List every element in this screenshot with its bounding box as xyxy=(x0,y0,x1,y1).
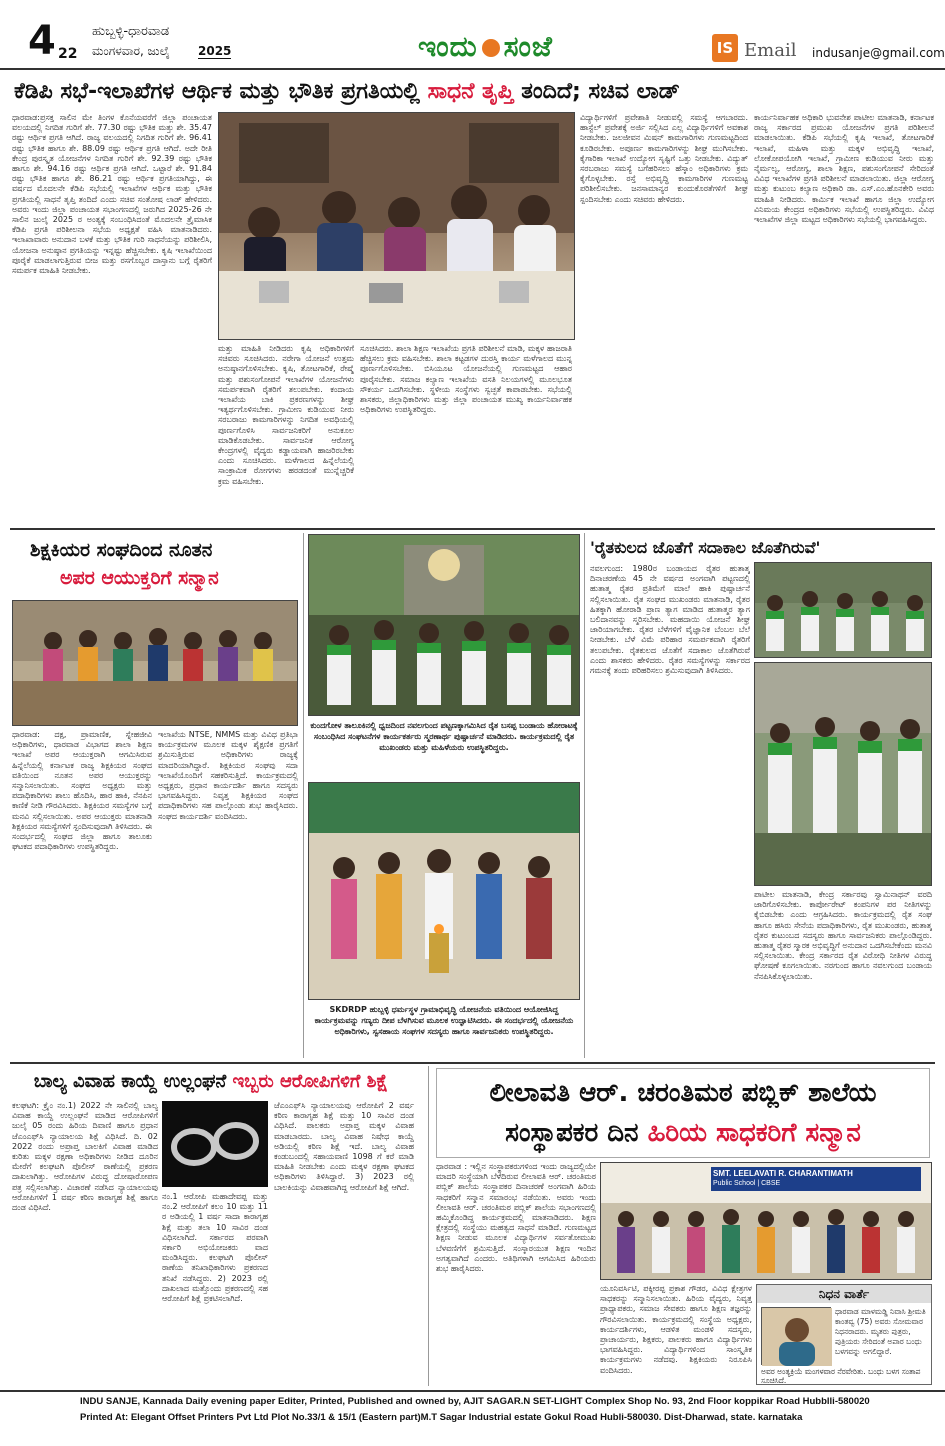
leelavati-event-photo xyxy=(600,1162,932,1280)
lead-column-2: ಮತ್ತು ಮಾಹಿತಿ ನೀಡಿದರು ಕೃಷಿ ಅಧಿಕಾರಿಗಳಿಗೆ ಸಚಿವರು ಸೂಚಿಸಿದರು. ನರೇಗಾ ಯೋಜನೆ ಉತ್ತಮ ಅನುಷ್ಠಾನಗೊಳಿಸಬೇಕು. ಕೃಷಿ, ತೋಟಗಾರಿಕೆ, ರೇಷ್ಮೆ ಮತ್ತು ಪಶುಸಂಗೋಪನೆ ಇಲಾಖೆಗಳ ಯೋಜನೆಗಳು ಸಮರ್ಪಕವಾಗಿ ರೈತರಿಗೆ ತಲುಪಬೇಕು. ಕಂದಾಯ ಇಲಾಖೆಯ ಬಾಕಿ ಪ್ರಕರಣಗಳನ್ನು ಶೀಘ್ರ ಇತ್ಯರ್ಥಗೊಳಿಸಬೇಕು. ಗ್ರಾಮೀಣ ಕುಡಿಯುವ ನೀರು ಸರಬರಾಜು ಕಾಮಗಾರಿಗಳನ್ನು ನಿಗದಿತ ಅವಧಿಯಲ್ಲಿ ಪೂರ್ಣಗೊಳಿಸಿ ಸಾರ್ವಜನಿಕರಿಗೆ ಅನುಕೂಲ ಮಾಡಿಕೊಡಬೇಕು. ಸಾರ್ವಜನಿಕ ಆರೋಗ್ಯ ಕೇಂದ್ರಗಳಲ್ಲಿ ವೈದ್ಯರು ಕಡ್ಡಾಯವಾಗಿ ಹಾಜರಿರಬೇಕು ಎಂದು ಸೂಚಿಸಿದರು. ಮಳೆಗಾಲದ ಹಿನ್ನೆಲೆಯಲ್ಲಿ ಸಾಂಕ್ರಾಮಿಕ ರೋಗಗಳು ಹರಡದಂತೆ ಮುನ್ನೆಚ್ಚರಿಕೆ ಕ್ರಮ ವಹಿಸಬೇಕು. xyxy=(218,344,354,486)
farmers-column-2: ಪಾಟೀಲ ಮಾತನಾಡಿ, ಕೇಂದ್ರ ಸರ್ಕಾರವು ಸ್ವಾಮಿನಾಥನ್ ವರದಿ ಜಾರಿಗೊಳಿಸಬೇಕು. ಕಾರ್ಪೋರೇಟ್ ಕಂಪನಿಗಳ ಪರ ನೀತಿಗಳನ್ನು ಕೈಬಿಡಬೇಕು ಎಂದು ಆಗ್ರಹಿಸಿದರು. ಕಾರ್ಯಕ್ರಮದಲ್ಲಿ ರೈತ ಸಂಘ ಹಾಗೂ ಹಸಿರು ಸೇನೆಯ ಪದಾಧಿಕಾರಿಗಳು, ರೈತ ಮುಖಂಡರು, ಹುತಾತ್ಮ ರೈತರ ಕುಟುಂಬದ ಸದಸ್ಯರು ಹಾಗೂ ಸಾರ್ವಜನಿಕರು ಪಾಲ್ಗೊಂಡಿದ್ದರು. ಹುತಾತ್ಮ ರೈತರ ಸ್ಮಾರಕ ಅಭಿವೃದ್ಧಿಗೆ ಅನುದಾನ ಒದಗಿಸಬೇಕೆಂದು ಮನವಿ ಸಲ್ಲಿಸಲಾಯಿತು. ಕೇಂದ್ರ ಸರ್ಕಾರದ ರೈತ ವಿರೋಧಿ ನೀತಿಗಳ ವಿರುದ್ಧ ಘೋಷಣೆ ಕೂಗಲಾಯಿತು. ನರಗುಂದ ಹಾಗೂ ನವಲಗುಂದ ಬಂಡಾಯ ನೆನಪಿಸಿಕೊಳ್ಳಲಾಯಿತು. xyxy=(754,890,932,981)
column-divider xyxy=(584,533,585,1058)
child-marriage-column-2: ನಂ.1 ಆರೋಪಿ ಮಹಾದೇವಪ್ಪ ಮತ್ತು ನಂ.2 ಆರೋಪಿಗೆ ಕಲಂ 10 ಮತ್ತು 11 ರ ಅಡಿಯಲ್ಲಿ 1 ವರ್ಷ ಸಾದಾ ಕಾರಾಗೃಹ ಶಿಕ್ಷೆ ಮತ್ತು ತಲಾ 10 ಸಾವಿರ ದಂಡ ವಿಧಿಸಲಾಗಿದೆ. ಸರ್ಕಾರದ ಪರವಾಗಿ ಸರ್ಕಾರಿ ಅಭಿಯೋಜಕರು ವಾದ ಮಂಡಿಸಿದ್ದರು. ಕಲಘಟಗಿ ಪೊಲೀಸ್ ಠಾಣೆಯ ತನಿಖಾಧಿಕಾರಿಗಳು ಪ್ರಕರಣದ ತನಿಖೆ ನಡೆಸಿದ್ದರು. 2) 2023 ರಲ್ಲಿ ದಾಖಲಾದ ಮತ್ತೊಂದು ಪ್ರಕರಣದಲ್ಲಿ ಸಹ ಆರೋಪಿಗೆ ಶಿಕ್ಷೆ ಪ್ರಕಟಿಸಲಾಗಿದೆ. xyxy=(162,1192,268,1304)
obituary-portrait xyxy=(761,1307,831,1365)
farmers-group-illustration-1 xyxy=(755,563,932,658)
column-divider xyxy=(303,533,304,1058)
leelavati-headline-line1: ಲೀಲಾವತಿ ಆರ್. ಚರಂತಿಮಠ ಪಬ್ಲಿಕ್ ಶಾಲೆಯ xyxy=(489,1078,877,1108)
school-banner-text: SMT. LEELAVATI R. CHARANTIMATH xyxy=(713,1169,853,1178)
meeting-scene-illustration xyxy=(219,113,575,340)
email-address[interactable]: indusanje@gmail.com xyxy=(812,46,945,60)
edition-label: ಹುಬ್ಬಳ್ಳಿ-ಧಾರವಾಡ xyxy=(92,24,170,39)
obituary-title: ನಿಧನ ವಾರ್ತೆ xyxy=(757,1285,931,1303)
skdrdp-caption xyxy=(310,1004,578,1060)
section-divider xyxy=(10,528,935,530)
farmers-tribute-caption: ಕುಂದಗೋಳ ತಾಲೂಕಿನಲ್ಲಿ ಧ್ವಜದಿಂದ ನವಲಗುಂದ ಪಟ್ಟಣಕ್ಕಾಗಮಿಸಿದ ರೈತ ಬಸಪ್ಪ ಬಂಡಾಯ ಹೋರಾಟಕ್ಕೆ ಸಂಬಂಧಿಸಿದ ಸಂಘಟನೆಗಳ ಕಾರ್ಯಕರ್ತರು ಸ್ಮರಣಾರ್ಥ ಪುಷ್ಪಾರ್ಚನೆ ಮಾಡಿದರು. ಕಾರ್ಯಕ್ರಮದಲ್ಲಿ ರೈತ ಮುಖಂಡರು ಮತ್ತು ಮಹಿಳೆಯರು ಉಪಸ್ಥಿತರಿದ್ದರು. xyxy=(310,721,578,752)
footer-imprint xyxy=(0,1390,945,1446)
child-marriage-headline-part1: ಬಾಲ್ಯ ವಿವಾಹ ಕಾಯ್ದೆ ಉಲ್ಲಂಘನೆ xyxy=(33,1071,233,1092)
sun-icon xyxy=(482,39,500,57)
teachers-column-1: ಧಾರವಾಡ: ದಕ್ಷ, ಪ್ರಾಮಾಣಿಕ, ಸ್ನೇಹಜೀವಿ ಅಧಿಕಾರಿಗಳು, ಧಾರವಾಡ ವಿಭಾಗದ ಶಾಲಾ ಶಿಕ್ಷಣ ಇಲಾಖೆ ಅಪರ ಆಯುಕ್ತರಾಗಿ ಆಗಮಿಸಿರುವ ಹಿನ್ನೆಲೆಯಲ್ಲಿ ಕರ್ನಾಟಕ ರಾಜ್ಯ ಶಿಕ್ಷಕಿಯರ ಸಂಘದ ವತಿಯಿಂದ ನೂತನ ಅಪರ ಆಯುಕ್ತರನ್ನು ಸನ್ಮಾನಿಸಲಾಯಿತು. ಸಂಘದ ಅಧ್ಯಕ್ಷರು ಮತ್ತು ಪದಾಧಿಕಾರಿಗಳು ಶಾಲು ಹೊದಿಸಿ, ಹಾರ ಹಾಕಿ, ನೆನಪಿನ ಕಾಣಿಕೆ ನೀಡಿ ಗೌರವಿಸಿದರು. ಶಿಕ್ಷಕಿಯರ ಸಮಸ್ಯೆಗಳ ಬಗ್ಗೆ ಮನವಿ ಸಲ್ಲಿಸಲಾಯಿತು. ಅಪರ ಆಯುಕ್ತರು ಮಾತನಾಡಿ ಶಿಕ್ಷಕಿಯರ ಸಮಸ್ಯೆಗಳಿಗೆ ಸ್ಪಂದಿಸುವುದಾಗಿ ತಿಳಿಸಿದರು. ಈ ಸಂದರ್ಭದಲ್ಲಿ ಸಂಘದ ಜಿಲ್ಲಾ ಹಾಗೂ ತಾಲೂಕು ಘಟಕದ ಪದಾಧಿಕಾರಿಗಳು ಉಪಸ್ಥಿತರಿದ್ದರು. xyxy=(12,730,152,852)
skdrdp-event-photo xyxy=(308,782,580,1000)
felicitation-scene-illustration xyxy=(13,601,298,726)
lead-headline-highlight: ಸಾಧನೆ ತೃಪ್ತಿ xyxy=(427,79,514,104)
teachers-headline-highlight: ಅಪರ ಆಯುಕ್ತರಿಗೆ ಸನ್ಮಾನ xyxy=(60,567,219,589)
dateline: ಮಂಗಳವಾರ, ಜುಲೈ xyxy=(92,44,170,58)
leelavati-headline-box xyxy=(436,1068,930,1158)
lead-headline-part3: ತಂದಿದೆ; ಸಚಿವ ಲಾಡ್ xyxy=(513,79,680,104)
child-marriage-column-1: ಕಲಘಟಗಿ: ಕ್ರೈಂ ನಂ.1) 2022 ನೇ ಸಾಲಿನಲ್ಲಿ ಬಾಲ್ಯ ವಿವಾಹ ಕಾಯ್ದೆ ಉಲ್ಲಂಘನೆ ಮಾಡಿದ ಆರೋಪಿಗಳಿಗೆ ಜುಲೈ 05 ರಂದು ಹಿರಿಯ ದಿವಾಣಿ ಹಾಗೂ ಪ್ರಧಾನ ಜೆಎಂಎಫ್‌ಸಿ ನ್ಯಾಯಾಲಯ ಶಿಕ್ಷೆ ವಿಧಿಸಿದೆ. ದಿ. 02 2022 ರಂದು ಅಪ್ರಾಪ್ತ ಬಾಲಕಿಗೆ ವಿವಾಹ ಮಾಡಿದ ಕುರಿತು ಮಕ್ಕಳ ರಕ್ಷಣಾ ಅಧಿಕಾರಿಗಳು ನೀಡಿದ ದೂರಿನ ಮೇರೆಗೆ ಕಲಘಟಗಿ ಪೊಲೀಸ್ ಠಾಣೆಯಲ್ಲಿ ಪ್ರಕರಣ ದಾಖಲಾಗಿತ್ತು. ಆರೋಪಿಗಳ ವಿರುದ್ಧ ದೋಷಾರೋಪಣ ಪತ್ರ ಸಲ್ಲಿಸಲಾಗಿತ್ತು. ವಿಚಾರಣೆ ನಡೆಸಿದ ನ್ಯಾಯಾಲಯವು ಆರೋಪಿಗಳಿಗೆ 1 ವರ್ಷ ಕಠಿಣ ಕಾರಾಗೃಹ ಶಿಕ್ಷೆ ಹಾಗೂ ದಂಡ ವಿಧಿಸಿದೆ. xyxy=(12,1101,158,1213)
handcuffs-icon xyxy=(162,1101,268,1187)
tribute-scene-illustration xyxy=(309,535,580,716)
lead-column-3: ಸೂಚಿಸಿದರು. ಶಾಲಾ ಶಿಕ್ಷಣ ಇಲಾಖೆಯ ಪ್ರಗತಿ ಪರಿಶೀಲನೆ ಮಾಡಿ, ಮಕ್ಕಳ ಹಾಜರಾತಿ ಹೆಚ್ಚಿಸಲು ಕ್ರಮ ವಹಿಸಬೇಕು. ಶಾಲಾ ಕಟ್ಟಡಗಳ ದುರಸ್ತಿ ಕಾರ್ಯ ಮಳೆಗಾಲದ ಮುನ್ನ ಪೂರ್ಣಗೊಳಿಸಬೇಕು. ಬಿಸಿಯೂಟ ಯೋಜನೆಯಲ್ಲಿ ಗುಣಮಟ್ಟದ ಆಹಾರ ಪೂರೈಸಬೇಕು. ಸಮಾಜ ಕಲ್ಯಾಣ ಇಲಾಖೆಯ ವಸತಿ ನಿಲಯಗಳಲ್ಲಿ ಮೂಲಭೂತ ಸೌಕರ್ಯ ಒದಗಿಸಬೇಕು. ಸ್ಥಳೀಯ ಸಂಸ್ಥೆಗಳು ಸ್ವಚ್ಛತೆ ಕಾಪಾಡಬೇಕು. ಸಭೆಯಲ್ಲಿ ಶಾಸಕರು, ಜಿಲ್ಲಾಧಿಕಾರಿಗಳು ಮತ್ತು ಜಿಲ್ಲಾ ಪಂಚಾಯತ ಮುಖ್ಯ ಕಾರ್ಯನಿರ್ವಾಹಕ ಅಧಿಕಾರಿಗಳು ಉಪಸ್ಥಿತರಿದ್ದರು. xyxy=(360,344,572,415)
skdrdp-caption-text: ಹುಬ್ಬಳ್ಳಿ ಧರ್ಮಸ್ಥಳ ಗ್ರಾಮಾಭಿವೃದ್ಧಿ ಯೋಜನೆಯ ವತಿಯಿಂದ ಆಯೋಜಿಸಿದ್ದ ಕಾರ್ಯಕ್ರಮವನ್ನು ಗಣ್ಯರು ದೀಪ ಬೆಳಗಿಸುವ ಮೂಲಕ ಉದ್ಘಾಟಿಸಿದರು. ಈ ಸಂದರ್ಭದಲ್ಲಿ ಯೋಜನೆಯ ಅಧಿಕಾರಿಗಳು, ಸ್ವಸಹಾಯ ಸಂಘಗಳ ಸದಸ್ಯರು ಹಾಗೂ ಸಾರ್ವಜನಿಕರು ಉಪಸ್ಥಿತರಿದ್ದರು. xyxy=(314,1005,574,1036)
page-sub-number: 22 xyxy=(58,46,78,62)
leelavati-headline-highlight: ಹಿರಿಯ ಸಾಧಕರಿಗೆ ಸನ್ಮಾನ xyxy=(647,1118,861,1148)
teachers-column-2: ಇಲಾಖೆಯ NTSE, NMMS ಮತ್ತು ವಿವಿಧ ಪ್ರತಿಭಾ ಕಾರ್ಯಕ್ರಮಗಳ ಮೂಲಕ ಮಕ್ಕಳ ಶೈಕ್ಷಣಿಕ ಪ್ರಗತಿಗೆ ಶ್ರಮಿಸುತ್ತಿರುವ ಅಧಿಕಾರಿಗಳು ರಾಜ್ಯಕ್ಕೆ ಮಾದರಿಯಾಗಿದ್ದಾರೆ. ಶಿಕ್ಷಕಿಯರ ಸಂಘವು ಸದಾ ಇಲಾಖೆಯೊಂದಿಗೆ ಸಹಕರಿಸುತ್ತಿದೆ. ಕಾರ್ಯಕ್ರಮದಲ್ಲಿ ಅಧ್ಯಕ್ಷರು, ಪ್ರಧಾನ ಕಾರ್ಯದರ್ಶಿ ಹಾಗೂ ಸದಸ್ಯರು ಭಾಗವಹಿಸಿದ್ದರು. ನಿವೃತ್ತ ಶಿಕ್ಷಕಿಯರ ಸಂಘದ ಪದಾಧಿಕಾರಿಗಳು ಸಹ ಪಾಲ್ಗೊಂಡು ಶುಭ ಹಾರೈಸಿದರು. ಸಂಘದ ಕಾರ್ಯದರ್ಶಿ ವಂದಿಸಿದರು. xyxy=(158,730,298,821)
year: 2025 xyxy=(198,44,232,58)
footer-line-1: INDU SANJE, Kannada Daily evening paper Editer, Printed, Published and owned by, AJIT SAGAR.N SET-LIGHT Complex Shop No. 93, 2nd Floor koppikar Road Hubblli-580020 xyxy=(80,1396,870,1407)
teachers-headline-line1: ಶಿಕ್ಷಕಿಯರ ಸಂಘದಿಂದ ನೂತನ xyxy=(30,539,213,561)
child-marriage-headline-highlight: ಇಬ್ಬರು ಆರೋಪಿಗಳಿಗೆ ಶಿಕ್ಷೆ xyxy=(232,1071,389,1092)
lamp-lighting-scene-illustration xyxy=(309,783,580,1000)
leelavati-headline-part: ಸಂಸ್ಥಾಪಕರ ದಿನ xyxy=(505,1118,648,1148)
obituary-box xyxy=(756,1284,932,1385)
leelavati-headline-line2 xyxy=(437,1113,929,1153)
lead-headline xyxy=(14,74,931,110)
lead-column-5: ಕಾರ್ಯನಿರ್ವಾಹಕ ಅಧಿಕಾರಿ ಭುವನೇಶ ಪಾಟೀಲ ಮಾತನಾಡಿ, ಕರ್ನಾಟಕ ರಾಜ್ಯ ಸರ್ಕಾರದ ಪ್ರಮುಖ ಯೋಜನೆಗಳ ಪ್ರಗತಿ ಪರಿಶೀಲನೆ ಮಾಡಲಾಯಿತು. ಕೆಡಿಪಿ ಸಭೆಯಲ್ಲಿ ಕೃಷಿ ಇಲಾಖೆ, ತೋಟಗಾರಿಕೆ ಇಲಾಖೆ, ಮಹಿಳಾ ಮತ್ತು ಮಕ್ಕಳ ಅಭಿವೃದ್ಧಿ ಇಲಾಖೆ, ಲೋಕೋಪಯೋಗಿ ಇಲಾಖೆ, ಗ್ರಾಮೀಣ ಕುಡಿಯುವ ನೀರು ಮತ್ತು ನೈರ್ಮಲ್ಯ, ಆರೋಗ್ಯ, ಶಾಲಾ ಶಿಕ್ಷಣ, ಪಶುಸಂಗೋಪನೆ ಸೇರಿದಂತೆ ವಿವಿಧ ಇಲಾಖೆಗಳ ಪ್ರಗತಿ ಪರಿಶೀಲನೆ ಮಾಡಲಾಯಿತು. ಜಿಲ್ಲಾ ಆರೋಗ್ಯ ಮತ್ತು ಕುಟುಂಬ ಕಲ್ಯಾಣ ಅಧಿಕಾರಿ ಡಾ. ಎಸ್.ಎಂ.ಹೊನಕೇರಿ ಅವರು ಮಾಹಿತಿ ನೀಡಿದರು. ಕಾರ್ಮಿಕ ಇಲಾಖೆ ಹಾಗೂ ಜಿಲ್ಲಾ ಉದ್ಯೋಗ ವಿನಿಮಯ ಕೇಂದ್ರದ ಅಧಿಕಾರಿಗಳು ಸಭೆಯಲ್ಲಿ ಉಪಸ್ಥಿತರಿದ್ದರು. ವಿವಿಧ ಇಲಾಖೆಗಳ ಜಿಲ್ಲಾ ಮಟ್ಟದ ಅಧಿಕಾರಿಗಳು ಸಭೆಯಲ್ಲಿ ಭಾಗವಹಿಸಿದ್ದರು. xyxy=(754,113,934,225)
skdrdp-tag: SKDRDP xyxy=(329,1005,367,1014)
farmers-group-photo-2 xyxy=(754,662,932,886)
lead-headline-part1: ಕೆಡಿಪಿ ಸಭೆ-ಇಲಾಖೆಗಳ ಆರ್ಥಿಕ ಮತ್ತು ಭೌತಿಕ ಪ್ರಗತಿಯಲ್ಲಿ xyxy=(14,79,428,104)
is-badge-icon: IS xyxy=(712,34,738,62)
lead-column-4: ವಿದ್ಯಾರ್ಥಿಗಳಿಗೆ ಪ್ರವೇಶಾತಿ ನೀಡುವಲ್ಲಿ ಸಮಸ್ಯೆ ಆಗಬಾರದು. ಹಾಸ್ಟೆಲ್ ಪ್ರವೇಶಕ್ಕೆ ಅರ್ಜಿ ಸಲ್ಲಿಸಿದ ಎಲ್ಲ ವಿದ್ಯಾರ್ಥಿಗಳಿಗೆ ಅವಕಾಶ ನೀಡಬೇಕು. ಜಲಜೀವನ ಮಿಷನ್ ಕಾಮಗಾರಿಗಳು ಗುಣಮಟ್ಟದಿಂದ ಕೂಡಿರಬೇಕು. ಅಪೂರ್ಣ ಕಾಮಗಾರಿಗಳನ್ನು ಶೀಘ್ರ ಮುಗಿಸಬೇಕು. ಕೈಗಾರಿಕಾ ಇಲಾಖೆ ಉದ್ಯೋಗ ಸೃಷ್ಟಿಗೆ ಒತ್ತು ನೀಡಬೇಕು. ವಿದ್ಯುತ್ ಸರಬರಾಜು ಸಮಸ್ಯೆ ಬಗೆಹರಿಸಲು ಹೆಸ್ಕಾಂ ಅಧಿಕಾರಿಗಳು ಕ್ರಮ ಕೈಗೊಳ್ಳಬೇಕು. ರಸ್ತೆ ಅಭಿವೃದ್ಧಿ ಕಾಮಗಾರಿಗಳ ಗುಣಮಟ್ಟ ಪರಿಶೀಲಿಸಬೇಕು. ಜನಸಾಮಾನ್ಯರ ಕುಂದುಕೊರತೆಗಳಿಗೆ ಶೀಘ್ರ ಸ್ಪಂದಿಸಬೇಕು ಎಂದು ಸಚಿವರು ಹೇಳಿದರು. xyxy=(580,113,748,204)
leelavati-column-2: ಯೂನಿವರ್ಸಿಟಿ, ಪಕ್ಕೀರಪ್ಪ ಪ್ರಕಾಶ ಗೌಡರ, ವಿವಿಧ ಕ್ಷೇತ್ರಗಳ ಸಾಧಕರನ್ನು ಸನ್ಮಾನಿಸಲಾಯಿತು. ಹಿರಿಯ ವೈದ್ಯರು, ನಿವೃತ್ತ ಪ್ರಾಧ್ಯಾಪಕರು, ಸಮಾಜ ಸೇವಕರು ಹಾಗೂ ಶಿಕ್ಷಣ ತಜ್ಞರನ್ನು ಗೌರವಿಸಲಾಯಿತು. ಕಾರ್ಯಕ್ರಮದಲ್ಲಿ ಸಂಸ್ಥೆಯ ಅಧ್ಯಕ್ಷರು, ಕಾರ್ಯದರ್ಶಿಗಳು, ಆಡಳಿತ ಮಂಡಳಿ ಸದಸ್ಯರು, ಪ್ರಾಚಾರ್ಯರು, ಶಿಕ್ಷಕರು, ಪಾಲಕರು ಹಾಗೂ ವಿದ್ಯಾರ್ಥಿಗಳು ಭಾಗವಹಿಸಿದ್ದರು. ವಿದ್ಯಾರ್ಥಿಗಳಿಂದ ಸಾಂಸ್ಕೃತಿಕ ಕಾರ್ಯಕ್ರಮಗಳು ನಡೆದವು. ಶಿಕ್ಷಕಿಯರು ನಿರೂಪಿಸಿ ವಂದಿಸಿದರು. xyxy=(600,1284,752,1375)
farmers-tribute-photo xyxy=(308,534,580,716)
logo-left-text: ಇಂದು xyxy=(418,30,478,63)
school-banner-subtext: Public School | CBSE xyxy=(713,1180,781,1187)
email-label: Email xyxy=(744,40,797,61)
newspaper-logo xyxy=(418,30,553,64)
farmers-headline: 'ರೈತಕುಲದ ಜೊತೆಗೆ ಸದಾಕಾಲ ಜೊತೆಗಿರುವೆ' xyxy=(590,538,821,557)
lead-meeting-photo xyxy=(218,112,575,340)
lead-column-1: ಧಾರವಾಡ:ಪ್ರಸಕ್ತ ಸಾಲಿನ ಮೇ ತಿಂಗಳ ಕೊನೆಯವರೆಗೆ ಜಿಲ್ಲಾ ಪಂಚಾಯತ ವಲಯದಲ್ಲಿ ನಿಗದಿತ ಗುರಿಗೆ ಶೇ. 77.30 ರಷ್ಟು ಭೌತಿಕ ಮತ್ತು ಶೇ. 35.47 ರಷ್ಟು ಆರ್ಥಿಕ ಪ್ರಗತಿ ಆಗಿದೆ. ರಾಜ್ಯ ವಲಯದಲ್ಲಿ ನಿಗದಿತ ಗುರಿಗೆ ಶೇ. 96.41 ರಷ್ಟು ಭೌತಿಕ ಹಾಗೂ ಶೇ. 88.09 ರಷ್ಟು ಆರ್ಥಿಕ ಪ್ರಗತಿ ಆಗಿದೆ. ಅದೇ ರೀತಿ ಕೇಂದ್ರ ಪುರಸ್ಕೃತ ಯೋಜನೆಗಳ ನಿಗದಿತ ಗುರಿಗೆ ಶೇ. 92.39 ರಷ್ಟು ಭೌತಿಕ ಹಾಗೂ ಶೇ. 94.16 ರಷ್ಟು ಆರ್ಥಿಕ ಪ್ರಗತಿ ಆಗಿದೆ. ಒಟ್ಟಾರೆ ಶೇ. 91.84 ರಷ್ಟು ಭೌತಿಕ ಹಾಗೂ ಶೇ. 86.21 ರಷ್ಟು ಆರ್ಥಿಕ ಪ್ರಗತಿಯಾಗಿದ್ದು, ಈ ವರ್ಷದ ಮೊದಲನೇ ಕೆಡಿಪಿ ಸಭೆಯಲ್ಲಿ ಇಲಾಖೆಗಳ ಆರ್ಥಿಕ ಮತ್ತು ಭೌತಿಕ ಪ್ರಗತಿಯಲ್ಲಿ ಸಾಧನೆ ತೃಪ್ತಿ ತಂದಿದೆ ಎಂದು ಸಚಿವ ಸಂತೋಷ ಲಾಡ್ ಹೇಳಿದರು. ಅವರು ಇಂದು ಜಿಲ್ಲಾ ಪಂಚಾಯತ ಸಭಾಂಗಣದಲ್ಲಿ ಜರುಗಿದ 2025-26 ನೇ ಸಾಲಿನ ಜುಲೈ 2025 ರ ಅಂತ್ಯಕ್ಕೆ ಸಂಬಂಧಿಸಿದಂತೆ ಮೊದಲನೇ ತ್ರೈಮಾಸಿಕ ಕೆಡಿಪಿ ಪ್ರಗತಿ ಪರಿಶೀಲನಾ ಸಭೆಯ ಅಧ್ಯಕ್ಷತೆ ವಹಿಸಿ ಮಾತನಾಡಿದರು. ಇಲಾಖಾವಾರು ಅನುದಾನ ಬಳಕೆ ಮತ್ತು ಭೌತಿಕ ಗುರಿ ಸಾಧನೆಯನ್ನು ಪರಿಶೀಲಿಸಿ, ಯೋಜನಾ ಅನುಷ್ಠಾನ ಪ್ರಗತಿಯನ್ನು ಇನ್ನಷ್ಟು ಹೆಚ್ಚಿಸಬೇಕು. ಕೃಷಿ ಇಲಾಖೆಯಿಂದ ಪೂರೈಕೆ ಮಾಡಲಾಗುತ್ತಿರುವ ಬೀಜ ಮತ್ತು ರಸಗೊಬ್ಬರ ದಾಸ್ತಾನು ಬಗ್ಗೆ ರೈತರಿಗೆ ಸಮರ್ಪಕ ಮಾಹಿತಿ ನೀಡಬೇಕು. xyxy=(12,113,212,276)
handcuffs-image xyxy=(162,1101,268,1187)
logo-right-text: ಸಂಜೆ xyxy=(503,30,553,63)
teachers-headline-line2 xyxy=(60,564,219,592)
portrait-illustration xyxy=(762,1308,832,1366)
obituary-caption: ಅವರ ಅಂತ್ಯಕ್ರಿಯೆ ಮಂಗಳವಾರ ನೆರವೇರಿತು. ಬಂಧು ಬಳಗ ಸಂತಾಪ ಸೂಚಿಸಿದೆ. xyxy=(761,1367,921,1385)
masthead xyxy=(0,0,945,70)
section-divider xyxy=(10,1062,935,1064)
farmers-column-1: ನವಲಗುಂದ: 1980ರ ಬಂಡಾಯದ ರೈತರ ಹುತಾತ್ಮ ದಿನಾಚರಣೆಯ 45 ನೇ ವರ್ಷದ ಅಂಗವಾಗಿ ಪಟ್ಟಣದಲ್ಲಿ ಹುತಾತ್ಮ ರೈತರ ಪ್ರತಿಮೆಗೆ ಮಾಲೆ ಹಾಕಿ ಪುಷ್ಪಾರ್ಚನೆ ಸಲ್ಲಿಸಲಾಯಿತು. ರೈತ ಸಂಘದ ಮುಖಂಡರು ಮಾತನಾಡಿ, ರೈತರ ಹಿತಕ್ಕಾಗಿ ಹೋರಾಡಿ ಪ್ರಾಣ ತ್ಯಾಗ ಮಾಡಿದ ಹುತಾತ್ಮರ ತ್ಯಾಗ ಬಲಿದಾನವನ್ನು ಸ್ಮರಿಸಬೇಕು. ಮಹದಾಯಿ ಯೋಜನೆ ಶೀಘ್ರ ಜಾರಿಯಾಗಬೇಕು. ರೈತರ ಬೆಳೆಗಳಿಗೆ ವೈಜ್ಞಾನಿಕ ಬೆಂಬಲ ಬೆಲೆ ನೀಡಬೇಕು. ಬೆಳೆ ವಿಮೆ ಪರಿಹಾರ ಸಮರ್ಪಕವಾಗಿ ರೈತರಿಗೆ ತಲುಪಬೇಕು. ರೈತಕುಲದ ಜೊತೆಗೆ ಸದಾಕಾಲ ಜೊತೆಗಿರುವೆ ಎಂದು ಶಾಸಕರು ಹೇಳಿದರು. ರೈತರ ಸಮಸ್ಯೆಗಳನ್ನು ಸರ್ಕಾರದ ಗಮನಕ್ಕೆ ತಂದು ಪರಿಹರಿಸಲು ಶ್ರಮಿಸುವುದಾಗಿ ತಿಳಿಸಿದರು. xyxy=(590,564,750,676)
farmers-group-photo-1 xyxy=(754,562,932,658)
child-marriage-column-3: ಜೆಎಂಎಫ್‌ಸಿ ನ್ಯಾಯಾಲಯವು ಆರೋಪಿಗೆ 2 ವರ್ಷ ಕಠಿಣ ಕಾರಾಗೃಹ ಶಿಕ್ಷೆ ಮತ್ತು 10 ಸಾವಿರ ದಂಡ ವಿಧಿಸಿದೆ. ಪಾಲಕರು ಅಪ್ರಾಪ್ತ ಮಕ್ಕಳ ವಿವಾಹ ಮಾಡಬಾರದು. ಬಾಲ್ಯ ವಿವಾಹ ನಿಷೇಧ ಕಾಯ್ದೆ ಅಡಿಯಲ್ಲಿ ಕಠಿಣ ಶಿಕ್ಷೆ ಇದೆ. ಬಾಲ್ಯ ವಿವಾಹ ಕಂಡುಬಂದಲ್ಲಿ ಸಹಾಯವಾಣಿ 1098 ಗೆ ಕರೆ ಮಾಡಿ ಮಾಹಿತಿ ನೀಡಬೇಕು ಎಂದು ಮಕ್ಕಳ ರಕ್ಷಣಾ ಘಟಕದ ಅಧಿಕಾರಿಗಳು ತಿಳಿಸಿದ್ದಾರೆ. 3) 2023 ರಲ್ಲಿ ಬಾಲಕಿಯನ್ನು ವಿವಾಹವಾಗಿದ್ದ ಆರೋಪಿಗೆ ಶಿಕ್ಷೆ ಆಗಿದೆ. xyxy=(274,1101,414,1192)
obituary-text: ಧಾರವಾಡ ಮಾಳಮಡ್ಡಿ ನಿವಾಸಿ ಶ್ರೀಮತಿ ಕಾಂತವ್ವ (75) ಅವರು ಸೋಮವಾರ ನಿಧನರಾದರು. ಮೃತರು ಪುತ್ರರು, ಪುತ್ರಿಯರು ಸೇರಿದಂತೆ ಅಪಾರ ಬಂಧು ಬಳಗವನ್ನು ಅಗಲಿದ್ದಾರೆ. xyxy=(835,1307,926,1356)
page-number: 4 xyxy=(28,18,56,64)
column-divider xyxy=(428,1066,429,1386)
teachers-felicitation-photo xyxy=(12,600,298,726)
farmers-group-illustration-2 xyxy=(755,663,932,886)
leelavati-column-1: ಧಾರವಾಡ : ಇಲ್ಲಿನ ಸಂಸ್ಥಾಪಕರುಗಳಿಂದ ಇಂದು ರಾಜ್ಯದಲ್ಲಿಯೇ ಮಾದರಿ ಸಂಸ್ಥೆಯಾಗಿ ಬೆಳೆದಿರುವ ಲೀಲಾವತಿ ಆರ್. ಚರಂತಿಮಠ ಪಬ್ಲಿಕ್ ಶಾಲೆಯ ಸಂಸ್ಥಾಪಕರ ದಿನಾಚರಣೆ ಅಂಗವಾಗಿ ಹಿರಿಯ ಸಾಧಕರಿಗೆ ಸನ್ಮಾನ ಸಮಾರಂಭ ನಡೆಯಿತು. ಅವರು ಇಂದು ಲೀಲಾವತಿ ಆರ್. ಚರಂತಿಮಠ ಪಬ್ಲಿಕ್ ಶಾಲೆಯ ಸಭಾಂಗಣದಲ್ಲಿ ಹಮ್ಮಿಕೊಂಡಿದ್ದ ಕಾರ್ಯಕ್ರಮದಲ್ಲಿ ಮಾತನಾಡಿದರು. ಶಿಕ್ಷಣ ಕ್ಷೇತ್ರದಲ್ಲಿ ಸಂಸ್ಥೆಯು ಮಹತ್ವದ ಸಾಧನೆ ಮಾಡಿದೆ. ಗುಣಮಟ್ಟದ ಶಿಕ್ಷಣ ನೀಡುವ ಮೂಲಕ ವಿದ್ಯಾರ್ಥಿಗಳ ಸರ್ವತೋಮುಖ ಬೆಳವಣಿಗೆಗೆ ಶ್ರಮಿಸುತ್ತಿದೆ. ಸಂಸ್ಕಾರಯುತ ಶಿಕ್ಷಣ ಇಂದಿನ ಅಗತ್ಯವಾಗಿದೆ ಎಂದರು. ಅತಿಥಿಗಳಾಗಿ ಆಗಮಿಸಿದ ಹಿರಿಯರು ಶುಭ ಹಾರೈಸಿದರು. xyxy=(436,1162,596,1274)
child-marriage-headline xyxy=(12,1067,410,1097)
footer-line-2: Printed At: Elegant Offset Printers Pvt Ltd Plot No.33/1 & 15/1 (Eastern part)M.T Sagar Industrial estate Gokul Road Hubli-580030. Dist-Dharwad, state. karnataka xyxy=(80,1412,803,1423)
